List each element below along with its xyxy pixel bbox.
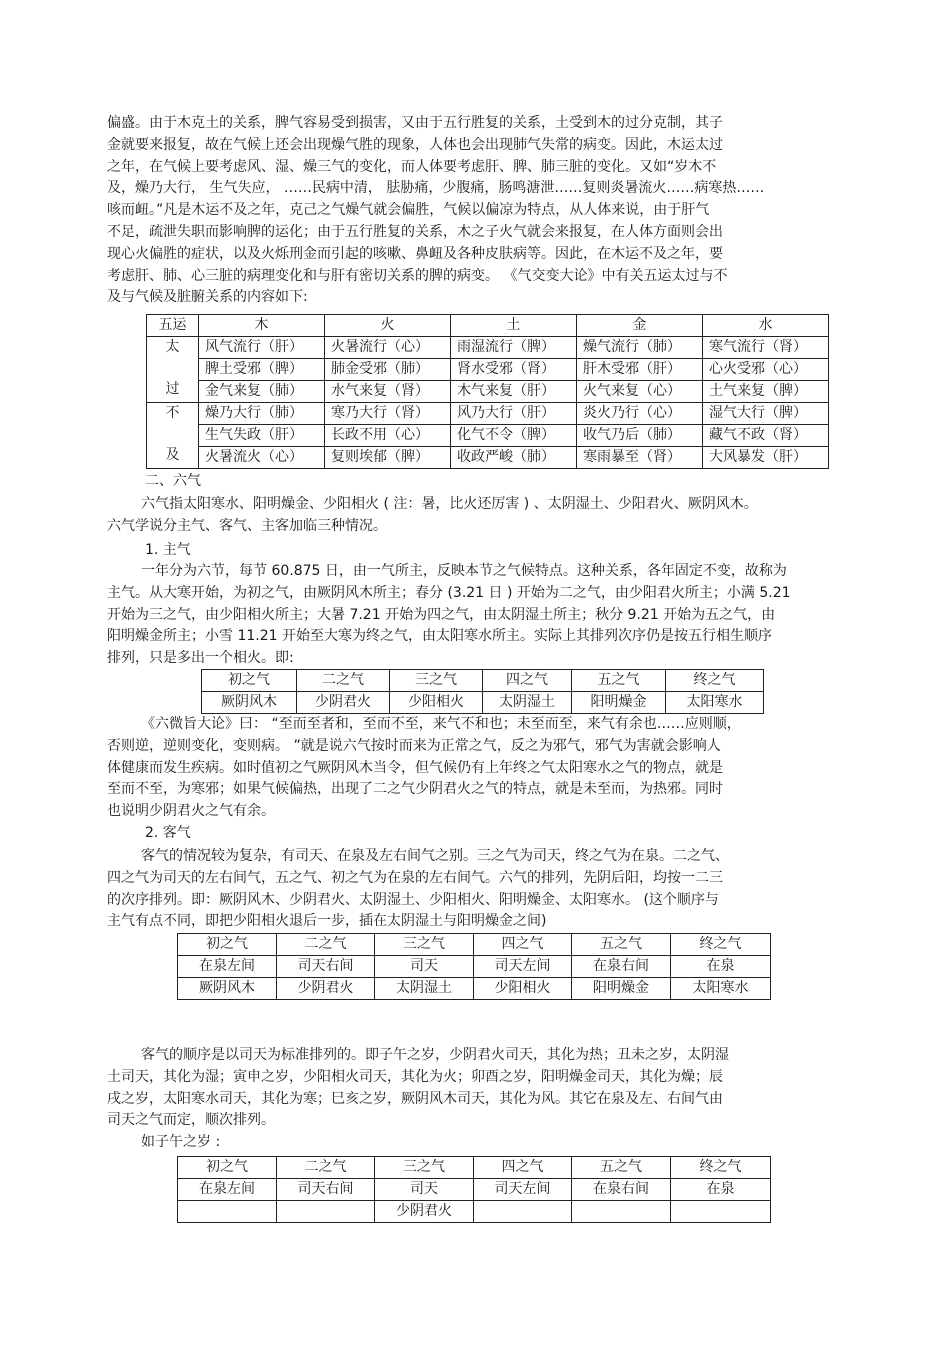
table-row: [178, 1179, 771, 1201]
table-header-row: [178, 1157, 771, 1179]
table-cell: 寒雨暴至（肾）: [577, 447, 703, 469]
table-cell: 化气不令（脾）: [451, 425, 577, 447]
keqi-order-paragraph: [107, 1045, 897, 1154]
table-cell: 司天: [375, 956, 474, 978]
header-cell: 二之气: [297, 670, 390, 692]
text-line: 戌之岁，太阳寒水司天，其化为寒；巳亥之岁，厥阴风木司天，其化为风。其它在泉及左、右间气由: [107, 1090, 723, 1107]
header-cell: 终之气: [671, 1157, 771, 1179]
table-cell: 金气来复（肺）: [199, 381, 325, 403]
text-line: 体健康而发生疾病。如时值初之气厥阴风木当令，但气候仍有上年终之气太阳寒水之气的物点，就是: [107, 759, 723, 776]
text-line: 及与气候及脏腑关系的内容如下:: [107, 289, 308, 306]
section-heading-liuqi: 二、六气: [145, 473, 201, 489]
header-cell: 三之气: [390, 670, 483, 692]
table-cell: 少阳相火: [390, 692, 483, 714]
table-cell: 火暑流火（心）: [199, 447, 325, 469]
table-cell: 太阳寒水: [671, 978, 771, 1000]
table-cell: 肝木受邪（肝）: [577, 359, 703, 381]
text-line: 六气学说分主气、客气、主客加临三种情况。: [107, 517, 387, 534]
table-cell: 少阴君火: [277, 978, 375, 1000]
table-row: [178, 978, 771, 1000]
deficient-label-bottom: 及: [165, 447, 180, 463]
header-cell: 初之气: [202, 670, 297, 692]
text-line: 不足，疏泄失职而影响脾的运化；由于五行胜复的关系，木之子火气就会来报复，在人体方面则会出: [107, 223, 723, 240]
text-line: 至而不至，为寒邪；如果气候偏热，出现了二之气少阴君火之气的特点，就是未至而，为热邪。同时: [107, 781, 723, 798]
table-cell: 生气失政（肝）: [199, 425, 325, 447]
text-line: 开始为三之气，由少阳相火所主；大暑 7.21 开始为四之气，由太阴湿土所主；秋分 9.21 开始为五之气，由: [107, 606, 776, 623]
intro-paragraph: [107, 113, 897, 309]
table-cell: [671, 1201, 771, 1223]
header-cell: 金: [577, 315, 703, 337]
subheading-zhuqi: 1. 主气: [145, 542, 191, 558]
text-line: 也说明少阴君火之气有余。: [107, 803, 275, 820]
subheading-keqi: 2. 客气: [145, 825, 191, 841]
table-cell: [572, 1201, 671, 1223]
table-cell: 司天左间: [474, 1179, 572, 1201]
table-cell: 在泉: [671, 956, 771, 978]
header-cell: 四之气: [483, 670, 572, 692]
header-cell: 火: [325, 315, 451, 337]
header-cell: 终之气: [671, 934, 771, 956]
table-cell: 雨湿流行（脾）: [451, 337, 577, 359]
table-cell: 湿气大行（脾）: [703, 403, 829, 425]
header-cell: 三之气: [375, 1157, 474, 1179]
table-cell: 少阴君火: [375, 1201, 474, 1223]
text-line: 否则逆，逆则变化，变则病。 ”就是说六气按时而来为正常之气，反之为邪气，邪气为害就会影响人: [107, 737, 721, 754]
table-row: [178, 1201, 771, 1223]
zhuqi-table: [201, 669, 764, 714]
table-cell: 大风暴发（肝）: [703, 447, 829, 469]
header-cell: 五之气: [572, 934, 671, 956]
text-line: 如子午之岁 :: [141, 1134, 221, 1151]
text-line: 的次序排列。即：厥阴风木、少阴君火、太阴湿土、少阳相火、阳明燥金、太阳寒水。 (这个顺序与: [107, 891, 719, 908]
text-line: 及，燥乃大行， 生气失应， ……民病中清， 胠胁痛，少腹痛，肠鸣溏泄……复则炎暑流火……病寒热……: [107, 180, 765, 197]
header-cell: 木: [199, 315, 325, 337]
table-cell: 太阴湿土: [483, 692, 572, 714]
table-cell: 司天右间: [277, 1179, 375, 1201]
keqi-table: [177, 933, 771, 1000]
table-cell: 木气来复（肝）: [451, 381, 577, 403]
header-cell: 五之气: [572, 670, 666, 692]
text-line: 偏盛。由于木克土的关系，脾气容易受到损害，又由于五行胜复的关系，土受到木的过分克制，其子: [107, 115, 723, 131]
table-cell: 土气来复（脾）: [703, 381, 829, 403]
table-cell: 在泉左间: [178, 1179, 277, 1201]
header-cell: 水: [703, 315, 829, 337]
table-cell: 少阴君火: [297, 692, 390, 714]
text-line: 咳而衄。”凡是木运不及之年，克己之气燥气就会偏胜，气候以偏凉为特点，从人体来说，由于肝气: [107, 202, 710, 219]
text-line: 《六微旨大论》曰： “至而至者和，至而不至，来气不和也；未至而至，来气有余也……应则顺，: [141, 716, 741, 732]
excess-label-top: 太: [165, 339, 180, 355]
header-cell: 终之气: [666, 670, 764, 692]
table-header-row: [202, 670, 764, 692]
table-cell: 太阳寒水: [666, 692, 764, 714]
table-row: [147, 447, 829, 469]
excess-label-cell: [147, 337, 199, 403]
table-cell: 在泉左间: [178, 956, 277, 978]
table-cell: 藏气不政（肾）: [703, 425, 829, 447]
text-line: 司天之气而定，顺次排列。: [107, 1112, 275, 1129]
wuyun-table: [146, 314, 829, 469]
text-line: 客气的顺序是以司天为标准排列的。即子午之岁，少阴君火司天，其化为热；丑未之岁，太阴湿: [141, 1047, 729, 1063]
table-cell: [178, 1201, 277, 1223]
liuqi-paragraph: [107, 494, 897, 538]
table-cell: 在泉右间: [572, 1179, 671, 1201]
ziwu-table: [177, 1156, 771, 1223]
header-cell: 初之气: [178, 934, 277, 956]
table-cell: 少阳相火: [474, 978, 572, 1000]
table-cell: 在泉右间: [572, 956, 671, 978]
table-cell: 阳明燥金: [572, 692, 666, 714]
table-row: [178, 956, 771, 978]
table-cell: 水气来复（肾）: [325, 381, 451, 403]
header-cell: 二之气: [277, 1157, 375, 1179]
table-cell: 司天左间: [474, 956, 572, 978]
text-line: 现心火偏胜的症状，以及火烁刑金而引起的咳嗽、鼻衄及各种皮肤病等。因此，在木运不及之年，要: [107, 245, 723, 262]
table-cell: 长政不用（心）: [325, 425, 451, 447]
header-cell: 五运: [147, 315, 199, 337]
text-line: 土司天，其化为湿；寅申之岁，少阳相火司天，其化为火；卯酉之岁，阳明燥金司天，其化为燥；辰: [107, 1068, 723, 1085]
deficient-label-top: 不: [165, 405, 180, 421]
header-cell: 土: [451, 315, 577, 337]
table-cell: 在泉: [671, 1179, 771, 1201]
text-line: 排列，只是多出一个相火。即:: [107, 650, 294, 667]
text-line: 考虑肝、肺、心三脏的病理变化和与肝有密切关系的脾的病变。 《气交变大论》中有关五运太过与不: [107, 267, 728, 284]
text-line: 四之气为司天的左右间气，五之气、初之气为在泉的左右间气。六气的排列，先阴后阳，均按一二三: [107, 869, 723, 886]
keqi-paragraph: [107, 846, 897, 933]
table-cell: 太阴湿土: [375, 978, 474, 1000]
table-cell: 寒气流行（肾）: [703, 337, 829, 359]
table-cell: 肾水受邪（肾）: [451, 359, 577, 381]
deficient-label-cell: [147, 403, 199, 469]
text-line: 主气。从大寒开始，为初之气，由厥阴风木所主；春分 (3.21 日 ) 开始为二之气，由少阳君火所主；小满 5.21: [107, 584, 791, 601]
table-cell: 收气乃后（肺）: [577, 425, 703, 447]
header-cell: 初之气: [178, 1157, 277, 1179]
header-cell: 二之气: [277, 934, 375, 956]
table-row: [147, 337, 829, 359]
text-line: 六气指太阳寒水、阳明燥金、少阳相火 ( 注：暑，比火还厉害 ) 、太阴湿土、少阳君火、厥阴风木。: [141, 496, 758, 512]
table-cell: [474, 1201, 572, 1223]
table-cell: 阳明燥金: [572, 978, 671, 1000]
excess-label-bottom: 过: [165, 381, 180, 397]
table-cell: 火暑流行（心）: [325, 337, 451, 359]
header-cell: 五之气: [572, 1157, 671, 1179]
table-header-row: [147, 315, 829, 337]
text-line: 之年，在气候上要考虑风、湿、燥三气的变化，而人体要考虑肝、脾、肺三脏的变化。又如“岁木不: [107, 158, 717, 175]
header-cell: 四之气: [474, 1157, 572, 1179]
table-row: [147, 403, 829, 425]
text-line: 客气的情况较为复杂，有司天、在泉及左右间气之别。三之气为司天，终之气为在泉。二之气、: [141, 848, 729, 864]
zhuqi-paragraph: [107, 561, 897, 670]
table-header-row: [178, 934, 771, 956]
header-cell: 四之气: [474, 934, 572, 956]
text-line: 阳明燥金所主；小雪 11.21 开始至大寒为终之气，由太阳寒水所主。实际上其排列次序仍是按五行相生顺序: [107, 628, 772, 645]
table-cell: 火气来复（心）: [577, 381, 703, 403]
table-cell: 厥阴风木: [202, 692, 297, 714]
table-cell: 燥气流行（肺）: [577, 337, 703, 359]
liuweizhi-paragraph: [107, 714, 897, 823]
table-cell: 风乃大行（肝）: [451, 403, 577, 425]
table-cell: 收政严峻（肺）: [451, 447, 577, 469]
table-cell: 心火受邪（心）: [703, 359, 829, 381]
table-cell: 复则埃郁（脾）: [325, 447, 451, 469]
header-cell: 三之气: [375, 934, 474, 956]
text-line: 主气有点不同，即把少阳相火退后一步，插在太阴湿土与阳明燥金之间): [107, 913, 547, 930]
table-cell: 司天: [375, 1179, 474, 1201]
table-cell: 寒乃大行（肾）: [325, 403, 451, 425]
table-row: [147, 381, 829, 403]
table-cell: 炎火乃行（心）: [577, 403, 703, 425]
table-cell: 肺金受邪（肺）: [325, 359, 451, 381]
table-row: [147, 359, 829, 381]
table-cell: 燥乃大行（肺）: [199, 403, 325, 425]
table-cell: [277, 1201, 375, 1223]
table-cell: 厥阴风木: [178, 978, 277, 1000]
table-row: [202, 692, 764, 714]
table-cell: 风气流行（肝）: [199, 337, 325, 359]
table-cell: 脾土受邪（脾）: [199, 359, 325, 381]
table-cell: 司天右间: [277, 956, 375, 978]
text-line: 金就要来报复，故在气候上还会出现燥气胜的现象，人体也会出现肺气失常的病变。因此，木运太过: [107, 136, 723, 153]
table-row: [147, 425, 829, 447]
text-line: 一年分为六节，每节 60.875 日，由一气所主，反映本节之气候特点。这种关系，各年固定不变，故称为: [141, 563, 787, 579]
